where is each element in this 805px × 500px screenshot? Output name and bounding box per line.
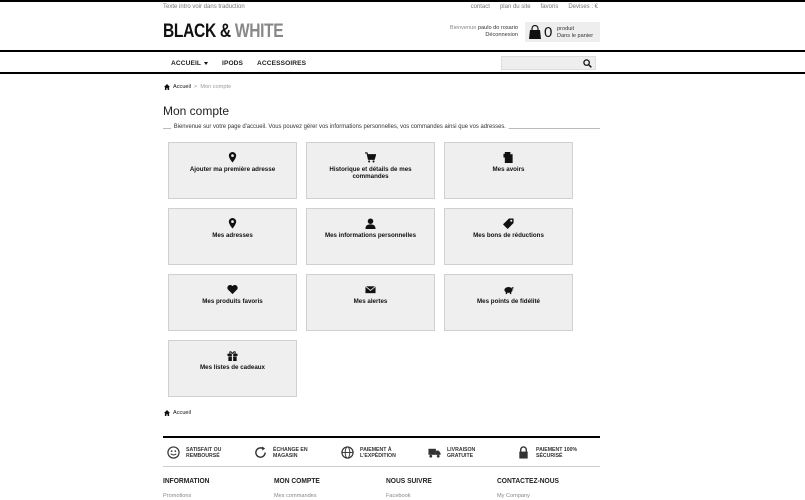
cart-count: 0 <box>544 24 553 41</box>
footer-col-title: NOUS SUIVRE <box>386 476 432 485</box>
tile-label: Mes informations personnelles <box>324 232 417 239</box>
tile-vouchers[interactable] <box>444 208 573 265</box>
footer-col-title: MON COMPTE <box>274 476 320 485</box>
tile-label: Mes bons de réductions <box>473 232 544 239</box>
nav-menu <box>171 60 306 67</box>
welcome-block <box>420 25 518 39</box>
map-pin-icon <box>227 152 238 163</box>
footer-col-account <box>274 476 325 499</box>
heart-icon <box>227 284 238 295</box>
piggy-bank-icon <box>503 284 514 295</box>
document-icon <box>503 152 514 163</box>
page-subtitle <box>163 123 600 133</box>
shopping-bag-icon <box>529 25 541 39</box>
reassurance-line1: PAIEMENT 100% <box>536 446 578 453</box>
envelope-icon <box>365 284 376 295</box>
currency-selector[interactable]: Devises : € <box>568 4 598 10</box>
logo[interactable] <box>163 21 283 43</box>
nav-item-accessoires[interactable]: ACCESSOIRES <box>257 60 307 67</box>
search-input[interactable] <box>501 56 596 70</box>
gift-icon <box>227 350 238 361</box>
favorites-link[interactable]: favoris <box>540 4 559 10</box>
logo-white: WHITE <box>234 21 284 42</box>
main-nav <box>0 50 805 74</box>
welcome-user[interactable]: paulo do rosario <box>477 25 518 31</box>
tile-addresses[interactable] <box>168 208 297 265</box>
map-pin-icon <box>227 218 238 229</box>
footer-col-title: CONTACTEZ-NOUS <box>497 476 559 485</box>
reassurance-line2: REMBOURSÉ <box>186 452 220 459</box>
footer-col-follow <box>386 476 437 499</box>
reassurance-line1: PAIEMENT À <box>360 446 392 453</box>
tile-add-address[interactable] <box>168 142 297 199</box>
tile-label: Mes listes de cadeaux <box>199 364 265 371</box>
sitemap-link[interactable]: plan du site <box>499 4 531 10</box>
footer-link[interactable]: Promotions <box>163 493 192 499</box>
logout-link[interactable]: Déconnexion <box>485 32 518 38</box>
tile-label: Ajouter ma première adresse <box>189 166 276 173</box>
lock-icon <box>517 446 530 459</box>
reassurance-line2: MAGASIN <box>273 452 298 459</box>
caret-down-icon <box>204 62 208 65</box>
intro-text: Texte intro voir dans traduction <box>163 4 245 10</box>
breadcrumb-separator: > <box>194 84 198 90</box>
subtitle-text: Bienvenue sur votre page d'accueil. Vous pouvez gérer vos informations personnelles, vos commandes ainsi que vos adresses. <box>171 123 509 130</box>
header <box>0 12 805 50</box>
footer-col-title: INFORMATION <box>163 476 210 485</box>
tile-label: Mes alertes <box>353 298 388 305</box>
nav-item-accueil[interactable] <box>171 60 208 67</box>
tile-label: Mes adresses <box>212 232 253 239</box>
tile-loyalty-points[interactable] <box>444 274 573 331</box>
user-icon <box>365 218 376 229</box>
tile-credit-slips[interactable] <box>444 142 573 199</box>
reassurance-item <box>167 446 221 459</box>
nav-item-ipods[interactable]: IPODS <box>222 60 244 67</box>
reassurance-line2: L'EXPÉDITION <box>360 452 396 459</box>
cart-text <box>557 26 593 39</box>
cart-block[interactable] <box>525 22 600 42</box>
breadcrumb-current: Mon compte <box>200 84 232 90</box>
reassurance-item <box>254 446 308 459</box>
refresh-icon <box>254 446 267 459</box>
cart-text-line1: produit <box>557 26 575 32</box>
reassurance-item <box>517 446 577 459</box>
breadcrumb-home[interactable]: Accueil <box>173 84 192 90</box>
footer-link[interactable]: Facebook <box>386 493 411 499</box>
home-icon[interactable] <box>164 410 170 416</box>
welcome-label: Bienvenue <box>449 25 477 31</box>
top-links <box>471 4 598 10</box>
footer-col-contact <box>497 476 566 499</box>
tile-label: Mes produits favoris <box>202 298 263 305</box>
smile-icon <box>167 446 180 459</box>
breadcrumb <box>164 84 231 90</box>
reassurance-item <box>341 446 396 459</box>
reassurance-line1: ÉCHANGE EN <box>273 446 308 453</box>
home-icon[interactable] <box>164 84 170 90</box>
reassurance-line1: SATISFAIT OU <box>186 446 222 453</box>
footer-columns <box>163 476 600 500</box>
footer-text: My Company <box>497 493 530 499</box>
page-title: Mon compte <box>163 104 230 118</box>
top-bar <box>0 0 805 12</box>
reassurance-line2: SÉCURISÉ <box>536 452 563 459</box>
tile-label: Mes avoirs <box>492 166 525 173</box>
nav-item-accueil-label: ACCUEIL <box>171 60 202 67</box>
reassurance-line1: LIVRAISON <box>447 446 476 453</box>
reassurance-bar <box>163 436 600 467</box>
truck-icon <box>428 446 441 459</box>
cart-text-line2: Dans le panier <box>557 32 594 39</box>
tile-personal-info[interactable] <box>306 208 435 265</box>
search-icon[interactable] <box>583 59 592 68</box>
tile-order-history[interactable] <box>306 142 435 199</box>
tag-icon <box>503 218 514 229</box>
footer-link[interactable]: Mes commandes <box>274 493 317 499</box>
tile-label: Historique et détails de mes commandes <box>329 166 412 180</box>
tile-label: Mes points de fidélité <box>477 298 540 305</box>
logo-black: BLACK & <box>163 21 235 42</box>
bottom-breadcrumb-home[interactable]: Accueil <box>173 410 192 416</box>
tile-alerts[interactable] <box>306 274 435 331</box>
cart-icon <box>365 152 376 163</box>
contact-link[interactable]: contact <box>470 4 490 10</box>
globe-icon <box>341 446 354 459</box>
footer-col-information <box>163 476 215 499</box>
tile-gift-lists[interactable] <box>168 340 297 397</box>
reassurance-item <box>428 446 475 459</box>
bottom-breadcrumb <box>164 410 191 416</box>
reassurance-line2: GRATUITE <box>447 452 474 459</box>
tile-favorites[interactable] <box>168 274 297 331</box>
